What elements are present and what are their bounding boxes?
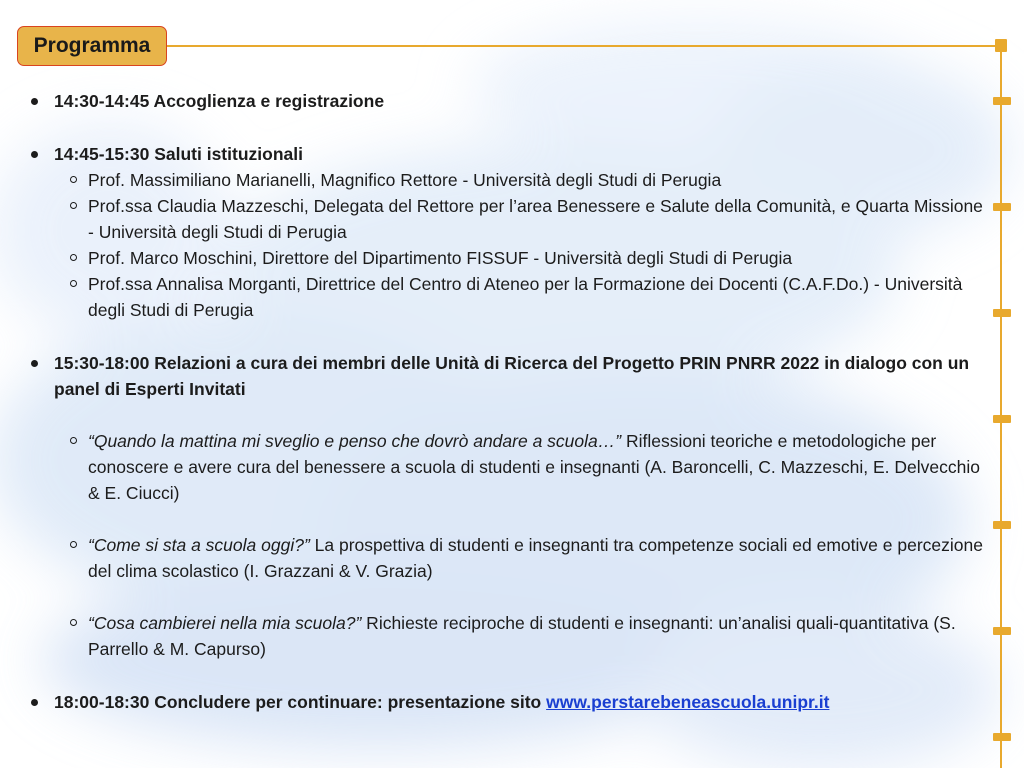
speaker-item: Prof. Marco Moschini, Direttore del Dipartimento FISSUF - Università degli Studi di Perugia — [54, 245, 992, 271]
talk-item — [54, 532, 992, 584]
program-badge-label: Programma — [33, 34, 151, 57]
talk-description: Riflessioni teoriche e metodologiche per conoscere e avere cura del benessere a scuola di studenti e insegnanti (A. Baroncelli, C. Mazzeschi, E. Delvecchio & E. Ciucci) — [88, 431, 980, 503]
timeline-tick — [993, 627, 1011, 635]
talk-description: La prospettiva di studenti e insegnanti tra competenze sociali ed emotive e percezione del clima scolastico (I. Grazzani & V. Grazia) — [88, 535, 983, 581]
talk-item — [54, 428, 992, 506]
timeline-vertical-line — [1000, 45, 1002, 768]
timeline-tick — [993, 309, 1011, 317]
talk-description: Richieste reciproche di studenti e insegnanti: un’analisi quali-quantitativa (S. Parrello & M. Capurso) — [88, 613, 956, 659]
speaker-item: Prof.ssa Annalisa Morganti, Direttrice del Centro di Ateneo per la Formazione dei Docenti (C.A.F.Do.) - Università degli Studi di Perugia — [54, 271, 992, 323]
speaker-item: Prof.ssa Claudia Mazzeschi, Delegata del Rettore per l’area Benessere e Salute della Comunità, e Quarta Missione - Università degli Studi di Perugia — [54, 193, 992, 245]
timeline-end-marker — [995, 39, 1007, 52]
timeline-tick — [993, 97, 1011, 105]
header-divider-line — [167, 45, 1001, 47]
talk-title: “Cosa cambierei nella mia scuola?” — [88, 613, 362, 633]
talk-list — [54, 428, 992, 662]
timeline-tick — [993, 203, 1011, 211]
talk-title: “Come si sta a scuola oggi?” — [88, 535, 310, 555]
program-item-title — [54, 689, 992, 715]
program-item-closing — [24, 689, 992, 715]
talk-item — [54, 610, 992, 662]
talk-title: “Quando la mattina mi sveglio e penso che dovrò andare a scuola…” — [88, 431, 622, 451]
program-item-title: 14:30-14:45 Accoglienza e registrazione — [54, 91, 385, 111]
program-item-welcome — [24, 88, 992, 114]
program-item-talks — [24, 350, 992, 662]
program-item-greetings — [24, 141, 992, 323]
program-item-title: 14:45-15:30 Saluti istituzionali — [54, 144, 303, 164]
timeline-tick — [993, 733, 1011, 741]
program-item-title: 15:30-18:00 Relazioni a cura dei membri delle Unità di Ricerca del Progetto PRIN PNRR 2022 in dialogo con un panel di Esperti Invitati — [54, 353, 970, 399]
closing-text: 18:00-18:30 Concludere per continuare: presentazione sito — [54, 692, 547, 712]
timeline-tick — [993, 415, 1011, 423]
website-link[interactable]: www.perstarebeneascuola.unipr.it — [546, 692, 830, 712]
speaker-item: Prof. Massimiliano Marianelli, Magnifico Rettore - Università degli Studi di Perugia — [54, 167, 992, 193]
program-list — [24, 88, 992, 715]
timeline-tick — [993, 521, 1011, 529]
program-badge — [17, 26, 167, 66]
speaker-list — [54, 167, 992, 323]
